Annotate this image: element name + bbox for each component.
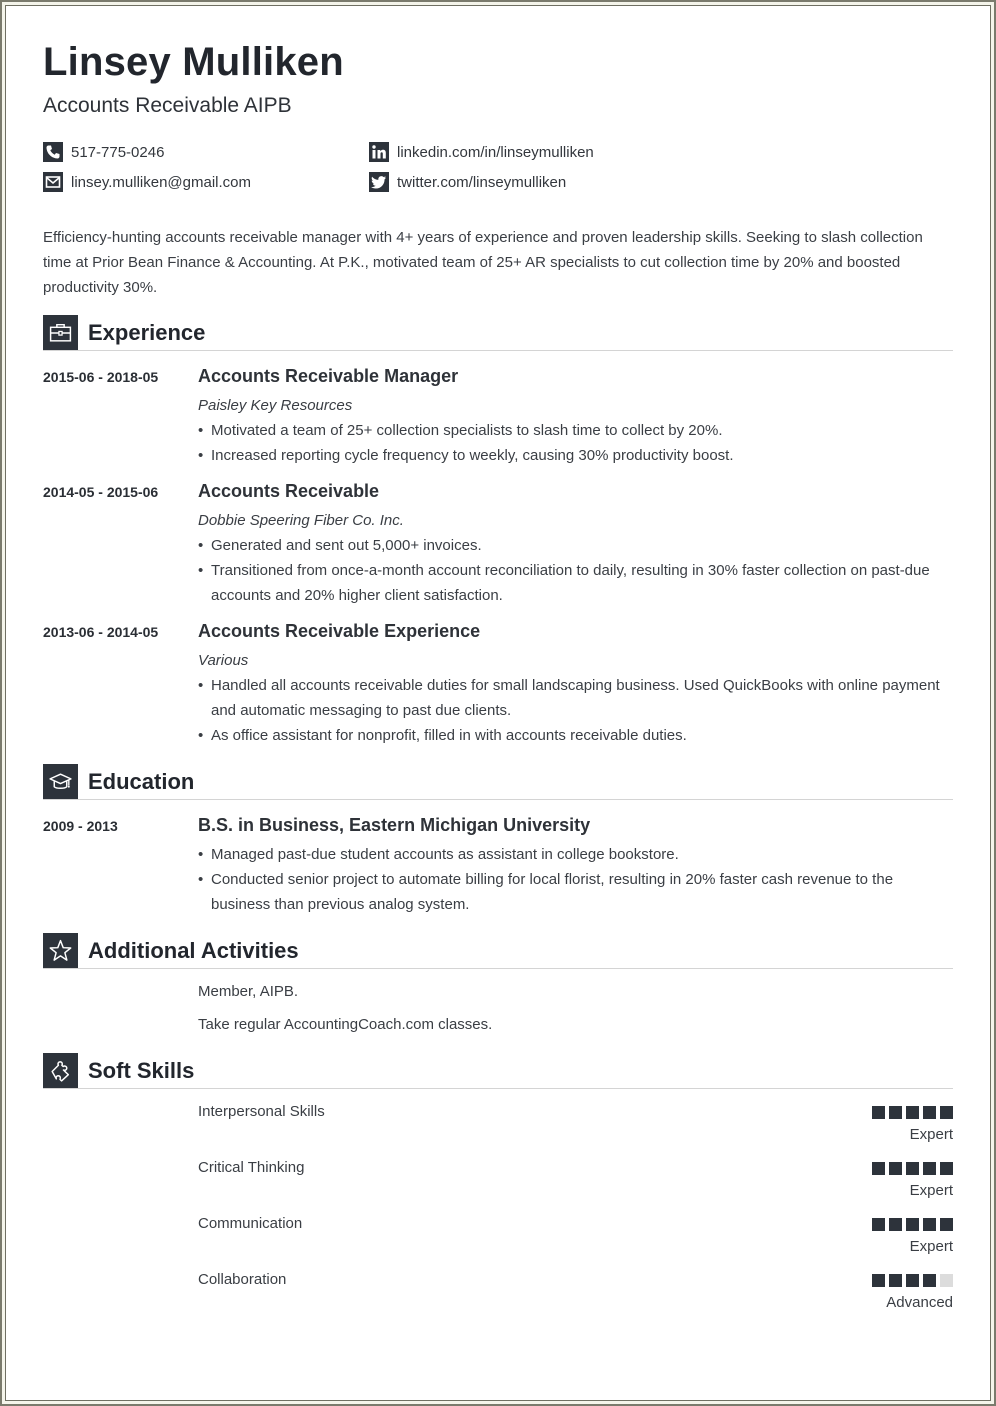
education-bullets [198, 842, 953, 917]
job-dates: 2015-06 - 2018-05 [43, 369, 159, 385]
skill-level: Expert [909, 1182, 953, 1199]
star-icon [43, 933, 78, 968]
rating-dot-filled [940, 1106, 953, 1119]
job-title: Accounts Receivable Manager [198, 366, 459, 386]
job-bullet: • Generated and sent out 5,000+ invoices. [198, 533, 953, 558]
job-title: Accounts Receivable Experience [198, 621, 481, 641]
rating-dot-filled [889, 1106, 902, 1119]
section-header-activities [43, 933, 953, 969]
rating-dot-filled [923, 1218, 936, 1231]
section-header-education [43, 764, 953, 800]
education-dates: 2009 - 2013 [43, 818, 118, 834]
contact-phone[interactable] [43, 142, 164, 162]
skill-name: Communication [198, 1215, 303, 1232]
email-icon [43, 172, 63, 192]
job-bullet: • Handled all accounts receivable duties for small landscaping business. Used QuickBooks with online payment and automatic messaging to past due clients. [198, 673, 953, 723]
education-degree: B.S. in Business, Eastern Michigan University [198, 815, 591, 835]
education-bullet: • Conducted senior project to automate billing for local florist, resulting in 20% faster cash revenue to the business than previous analog system. [198, 867, 953, 917]
phone-text: 517-775-0246 [71, 143, 165, 161]
skill-level: Expert [909, 1238, 953, 1255]
job-company: Paisley Key Resources [198, 397, 353, 414]
linkedin-text: linkedin.com/in/linseymulliken [397, 143, 594, 161]
rating-dot-filled [923, 1106, 936, 1119]
education-bullet: • Managed past-due student accounts as assistant in college bookstore. [198, 842, 953, 867]
job-bullet: • Motivated a team of 25+ collection specialists to slash time to collect by 20%. [198, 418, 953, 443]
rating-dot-filled [940, 1218, 953, 1231]
twitter-icon [369, 172, 389, 192]
section-title-skills: Soft Skills [88, 1058, 195, 1083]
job-title: Accounts Receivable [198, 481, 380, 501]
job-company: Various [198, 652, 249, 669]
rating-dot-filled [906, 1274, 919, 1287]
section-title-activities: Additional Activities [88, 938, 299, 963]
rating-dot-filled [872, 1162, 885, 1175]
rating-dot-filled [889, 1218, 902, 1231]
job-company: Dobbie Speering Fiber Co. Inc. [198, 512, 404, 529]
skill-name: Collaboration [198, 1271, 287, 1288]
twitter-text: twitter.com/linseymulliken [397, 173, 567, 191]
rating-dot-filled [872, 1274, 885, 1287]
section-header-skills [43, 1053, 953, 1089]
rating-dot-filled [889, 1274, 902, 1287]
rating-dot-filled [889, 1162, 902, 1175]
graduation-cap-icon [43, 764, 78, 799]
job-bullet: • As office assistant for nonprofit, filled in with accounts receivable duties. [198, 723, 953, 748]
activity-item: Take regular AccountingCoach.com classes. [198, 1016, 493, 1033]
rating-dot-filled [872, 1106, 885, 1119]
skill-name: Critical Thinking [198, 1159, 305, 1176]
section-title-education: Education [88, 769, 195, 794]
job-bullets [198, 533, 953, 608]
skill-name: Interpersonal Skills [198, 1103, 325, 1120]
briefcase-icon [43, 315, 78, 350]
profile-summary: Efficiency-hunting accounts receivable manager with 4+ years of experience and proven leadership skills. Seeking to slash collection time at Prior Bean Finance & Accounting. At P.K., motivated team of 25+ AR specialists to cut collection time by 20% and boosted productivity 30%. [43, 229, 923, 296]
contact-email[interactable] [43, 172, 251, 192]
email-text: linsey.mulliken@gmail.com [71, 173, 251, 191]
skill-rating [872, 1106, 953, 1119]
rating-dot-filled [940, 1162, 953, 1175]
rating-dot-filled [906, 1106, 919, 1119]
section-header-experience [43, 315, 953, 351]
skill-rating [872, 1274, 953, 1287]
phone-icon [43, 142, 63, 162]
job-bullets [198, 418, 953, 468]
candidate-title: Accounts Receivable AIPB [43, 94, 292, 117]
skill-level: Advanced [886, 1294, 953, 1311]
linkedin-icon [369, 142, 389, 162]
puzzle-icon [43, 1053, 78, 1088]
rating-dot-filled [906, 1218, 919, 1231]
section-title-experience: Experience [88, 320, 206, 345]
job-bullet: • Increased reporting cycle frequency to weekly, causing 30% productivity boost. [198, 443, 953, 468]
rating-dot-empty [940, 1274, 953, 1287]
candidate-name: Linsey Mulliken [43, 40, 344, 84]
job-bullet: • Transitioned from once-a-month account reconciliation to daily, resulting in 30% faster collection on past-due accounts and 20% higher client satisfaction. [198, 558, 953, 608]
activity-item: Member, AIPB. [198, 983, 299, 1000]
rating-dot-filled [872, 1218, 885, 1231]
skill-rating [872, 1162, 953, 1175]
rating-dot-filled [923, 1274, 936, 1287]
rating-dot-filled [923, 1162, 936, 1175]
job-dates: 2013-06 - 2014-05 [43, 624, 159, 640]
skill-level: Expert [909, 1126, 953, 1143]
rating-dot-filled [906, 1162, 919, 1175]
job-dates: 2014-05 - 2015-06 [43, 484, 159, 500]
job-bullets [198, 673, 953, 748]
skill-rating [872, 1218, 953, 1231]
contact-twitter[interactable] [369, 172, 566, 192]
contact-linkedin[interactable] [369, 142, 594, 162]
